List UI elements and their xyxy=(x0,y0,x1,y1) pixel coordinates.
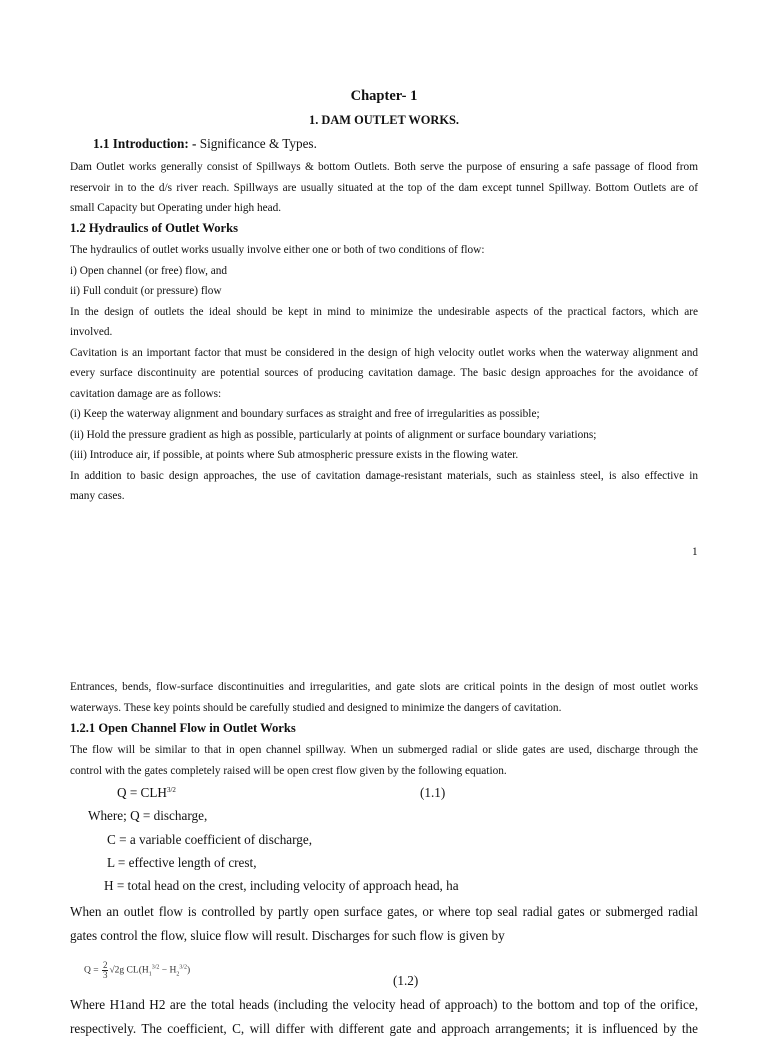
equation-1-1-exponent: 3/2 xyxy=(167,786,176,794)
intro-heading xyxy=(93,136,317,152)
entrances-paragraph xyxy=(70,677,698,718)
sluice-line: When an outlet flow is controlled by partly open surface gates, or where top seal radial gates or submerged radial xyxy=(70,900,698,924)
equation-1-2-minus: − H xyxy=(159,966,176,976)
where-c: C = a variable coefficient of discharge, xyxy=(107,832,312,848)
hydraulics-heading: 1.2 Hydraulics of Outlet Works xyxy=(70,221,238,236)
equation-1-1-number: (1.1) xyxy=(420,785,445,801)
open-channel-paragraph xyxy=(70,740,698,781)
cavitation-line: every surface discontinuity are potential sources of producing cavitation damage. The basic design approaches for the avoidance of xyxy=(70,363,698,384)
materials-line: In addition to basic design approaches, the use of cavitation damage-resistant materials, such as stainless steel, is also effective in xyxy=(70,466,698,487)
heads-line: Where H1and H2 are the total heads (including the velocity head of approach) to the bottom and top of the orifice, xyxy=(70,993,698,1017)
intro-heading-bold: 1.1 Introduction: - xyxy=(93,136,196,151)
fraction-denominator: 3 xyxy=(102,971,109,980)
hydraulics-paragraph xyxy=(70,240,698,507)
intro-heading-rest: Significance & Types. xyxy=(196,136,316,151)
design-approach: (iii) Introduce air, if possible, at points where Sub atmospheric pressure exists in the flowing water. xyxy=(70,445,698,466)
entrances-line: waterways. These key points should be carefully studied and designed to minimize the dangers of cavitation. xyxy=(70,698,698,719)
entrances-line: Entrances, bends, flow-surface discontinuities and irregularities, and gate slots are critical points in the design of most outlet works xyxy=(70,677,698,698)
materials-line: many cases. xyxy=(70,486,698,507)
h2-subscript: 2 xyxy=(176,972,179,978)
equation-1-2-number: (1.2) xyxy=(393,973,418,989)
hydraulics-intro: The hydraulics of outlet works usually involve either one or both of two conditions of flow: xyxy=(70,240,698,261)
page-number: 1 xyxy=(692,542,698,563)
intro-line: Dam Outlet works generally consist of Spillways & bottom Outlets. Both serve the purpose of ensuring a safe passage of flood from xyxy=(70,157,698,178)
cavitation-line: cavitation damage are as follows: xyxy=(70,384,698,405)
design-line: involved. xyxy=(70,322,698,343)
equation-1-2-lhs: Q = xyxy=(84,966,99,976)
intro-paragraph xyxy=(70,157,698,219)
intro-line: reservoir in to the d/s river reach. Spillways are usually situated at the top of the dam except tunnel Spillway. Bottom Outlets are of xyxy=(70,178,698,199)
chapter-heading: Chapter- 1 xyxy=(0,88,768,105)
equation-1-2 xyxy=(84,961,190,980)
h1-exponent: 3/2 xyxy=(152,965,160,971)
sluice-line: gates control the flow, sluice flow will result. Discharges for such flow is given by xyxy=(70,924,698,948)
fraction-numerator: 2 xyxy=(102,961,109,971)
h1-subscript: 1 xyxy=(149,972,152,978)
equation-1-2-body: √2g CL(H xyxy=(109,966,148,976)
heads-paragraph xyxy=(70,993,698,1040)
where-q: Where; Q = discharge, xyxy=(88,808,207,824)
open-channel-heading: 1.2.1 Open Channel Flow in Outlet Works xyxy=(70,721,296,736)
design-line: In the design of outlets the ideal should be kept in mind to minimize the undesirable aspects of the practical factors, which are xyxy=(70,302,698,323)
document-title: 1. DAM OUTLET WORKS. xyxy=(0,113,768,128)
equation-1-2-close: ) xyxy=(187,966,190,976)
sluice-paragraph xyxy=(70,900,698,947)
equation-1-1-text: Q = CLH xyxy=(117,785,167,800)
open-channel-line: control with the gates completely raised will be open crest flow given by the following equation. xyxy=(70,761,698,782)
intro-line: small Capacity but Operating under high head. xyxy=(70,198,698,219)
cut-off-line: respectively. The coefficient, C, will differ with different gate and approach arrangements; it is influenced by the xyxy=(70,1017,698,1040)
equation-1-1 xyxy=(117,785,176,801)
cavitation-line: Cavitation is an important factor that must be considered in the design of high velocity outlet works when the waterway alignment and xyxy=(70,343,698,364)
where-l: L = effective length of crest, xyxy=(107,855,257,871)
h2-exponent: 3/2 xyxy=(179,965,187,971)
flow-item: ii) Full conduit (or pressure) flow xyxy=(70,281,698,302)
where-h: H = total head on the crest, including velocity of approach head, ha xyxy=(104,878,459,894)
design-approach: (ii) Hold the pressure gradient as high as possible, particularly at points of alignment or surface boundary variations; xyxy=(70,425,698,446)
design-approach: (i) Keep the waterway alignment and boundary surfaces as straight and free of irregularities as possible; xyxy=(70,404,698,425)
flow-item: i) Open channel (or free) flow, and xyxy=(70,261,698,282)
open-channel-line: The flow will be similar to that in open channel spillway. When un submerged radial or slide gates are used, discharge through the xyxy=(70,740,698,761)
equation-1-2-fraction xyxy=(102,961,109,980)
